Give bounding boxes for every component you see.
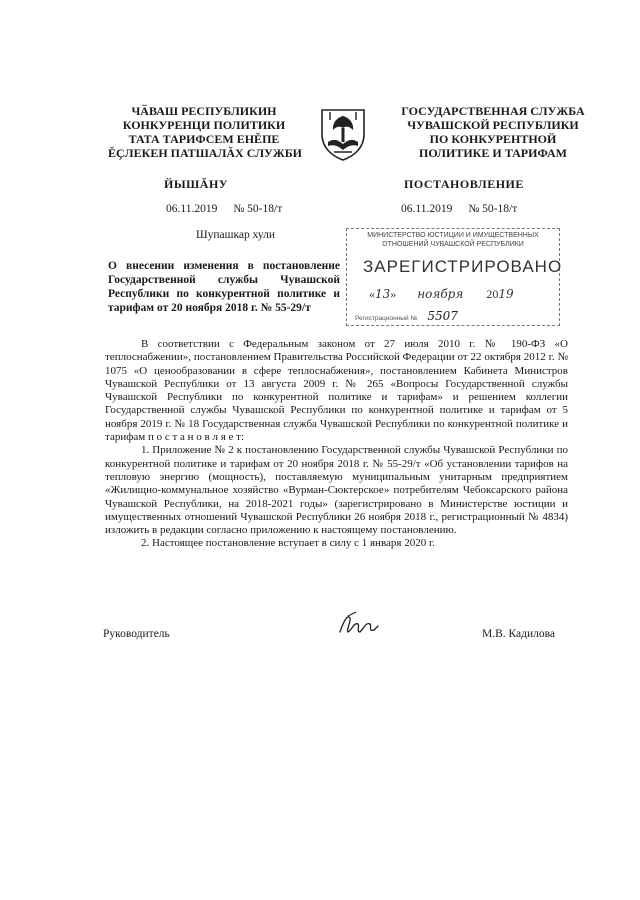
signatory-name: М.В. Кадилова xyxy=(482,628,556,640)
registration-stamp xyxy=(346,228,563,326)
doc-type-russian: ПОСТАНОВЛЕНИЕ xyxy=(404,177,524,191)
stamp-registered-label: ЗАРЕГИСТРИРОВАНО xyxy=(363,257,563,276)
doc-number: № 50-18/т xyxy=(468,203,518,215)
header-right-russian xyxy=(388,104,598,160)
handwritten-signature xyxy=(336,610,380,638)
header-left-line: ТАТА ТАРИФСЕМ ЕНĔПЕ xyxy=(128,132,280,146)
doc-number: № 50-18/т xyxy=(233,203,283,215)
stamp-registration-number xyxy=(355,309,458,323)
document-subject: О внесении изменения в постановление Государственной службы Чувашской Республики по конкурентной политике и тарифам от 20 ноября 2018 г. № 55-29/т xyxy=(108,260,340,314)
header-right-line: ГОСУДАРСТВЕННАЯ СЛУЖБА xyxy=(401,104,585,118)
coat-of-arms-emblem xyxy=(316,104,370,162)
body-item-1: 1. Приложение № 2 к постановлению Государственной службы Чувашской Республики по конкурентной политике и тарифам от 20 ноября 2018 г. № 55-29/т «Об установлении тарифов на тепловую энергию (мощность), поставляемую муниципальным унитарным предприятием «Жилищно-коммунальное хозяйство «Вурман-Сюктерское» потребителям Чебоксарского района Чувашской Республики, на 2018-2021 годы» (зарегистрировано в Министерстве юстиции и имущественных отношений Чувашской Республики 26 ноября 2018 г., регистрационный № 4834) изложить в редакции согласно приложению к настоящему постановлению. xyxy=(105,444,568,537)
preamble-verb: п о с т а н о в л я е т: xyxy=(147,431,245,444)
dateline-left xyxy=(166,203,282,215)
header-left-line: ĔҪЛЕКЕН ПАТШАЛĂХ СЛУЖБИ xyxy=(108,146,302,160)
dateline-right xyxy=(401,203,517,215)
stamp-month: ноября xyxy=(417,287,464,301)
header-right-line: ЧУВАШСКОЙ РЕСПУБЛИКИ xyxy=(407,118,579,132)
stamp-day: 13 xyxy=(375,287,391,301)
header-left-line: КОНКУРЕНЦИ ПОЛИТИКИ xyxy=(122,118,286,132)
header-left-line: ЧӐВАШ РЕСПУБЛИКИН xyxy=(131,104,277,118)
signatory-position: Руководитель xyxy=(103,628,170,640)
document-body xyxy=(105,338,568,551)
stamp-year-prefix: 20 xyxy=(486,287,499,301)
header-left-chuvash xyxy=(108,104,300,160)
stamp-ministry xyxy=(351,231,555,249)
place-of-issue: Шупашкар хули xyxy=(196,229,276,241)
stamp-date: «13» ноября 2019 xyxy=(369,287,514,301)
body-preamble xyxy=(105,338,568,444)
stamp-regno-value: 5507 xyxy=(427,309,458,323)
stamp-year-suffix: 19 xyxy=(498,287,514,301)
body-item-2: 2. Настоящее постановление вступает в силу с 1 января 2020 г. xyxy=(141,537,435,550)
preamble-text: В соответствии с Федеральным законом от 27 июля 2010 г. № 190-ФЗ «О теплоснабжении», постановлением Правительства Российской Федерации от 22 октября 2012 г. № 1075 «О ценообразовании в сфере теплоснабжения», постановлением Кабинета Министров Чувашской Республики от 13 августа 2009 г. № 265 «Вопросы Государственной службы Чувашской Республики по конкурентной политике и тарифам» и решением коллегии Государственной службы Чувашской Республики по конкурентной политике и тарифам от 5 ноября 2019 г. № 18 Государственная служба Чувашской Республики по конкурентной политике и тарифам xyxy=(105,338,568,444)
stamp-ministry-line: МИНИСТЕРСТВО ЮСТИЦИИ И ИМУЩЕСТВЕННЫХ xyxy=(367,232,539,239)
header-right-line: ПО КОНКУРЕНТНОЙ xyxy=(429,132,557,146)
header-right-line: ПОЛИТИКЕ И ТАРИФАМ xyxy=(418,146,567,160)
stamp-regno-label: Регистрационный № xyxy=(355,315,418,322)
doc-date: 06.11.2019 xyxy=(166,203,218,215)
stamp-ministry-line: ОТНОШЕНИЙ ЧУВАШСКОЙ РЕСПУБЛИКИ xyxy=(382,241,524,248)
doc-type-chuvash: ЙЫШĂНУ xyxy=(164,177,229,191)
doc-date: 06.11.2019 xyxy=(401,203,453,215)
